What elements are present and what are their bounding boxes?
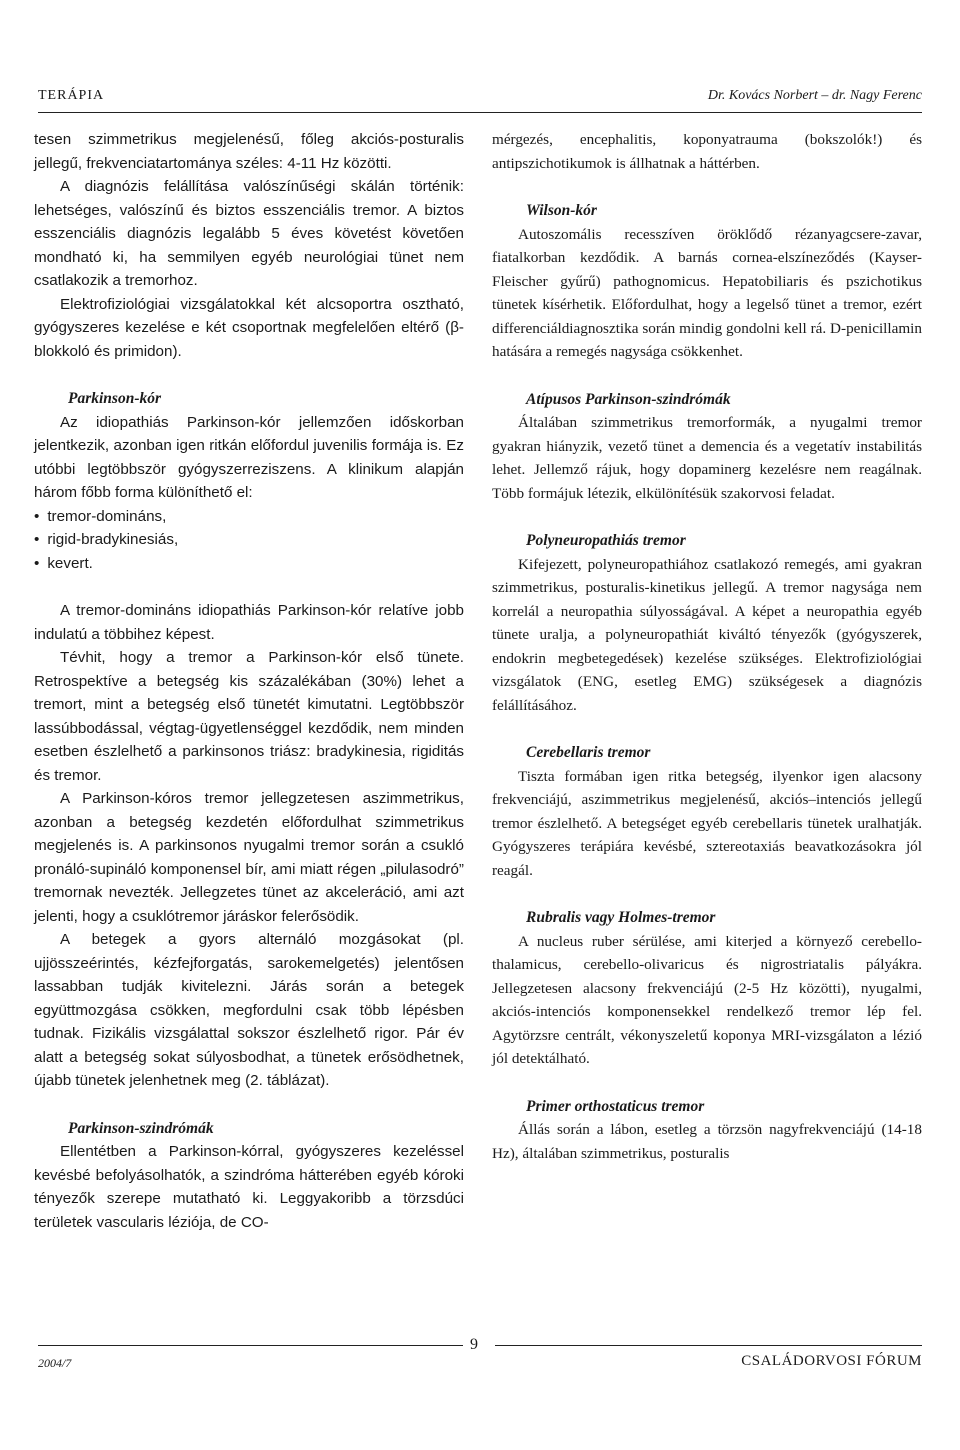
paragraph: tesen szimmetrikus megjelenésű, főleg akciós-posturalis jellegű, frekvenciatartománya széles: 4-11 Hz közötti. [34,131,464,172]
section-heading: Parkinson-kór [68,390,162,407]
section-heading: Wilson-kór [526,202,597,219]
bullet-list [34,505,464,576]
section-heading: Cerebellaris tremor [526,744,651,761]
running-header-section: TERÁPIA [38,88,105,103]
paragraph: A nucleus ruber sérülése, ami kiterjed a környező cerebello-thalamicus, cerebello-olivaricus és nigrostriatalis pályákra. Jellegzetesen alacsony frekvenciájú (2-5 Hz közötti), nyugalmi, akciós-intenciós komponensekkel rendelkező tremor lép fel. Agytörzsre centrált, vékonyszeletű koponya MRI-vizsgálaton a lézió jól detektálható. [492,932,922,1067]
running-header-authors: Dr. Kovács Norbert – dr. Nagy Ferenc [707,88,922,103]
section-heading: Polyneuropathiás tremor [526,532,686,549]
section-heading: Primer orthostaticus tremor [526,1097,705,1115]
paragraph: Tévhit, hogy a tremor a Parkinson-kór első tünete. Retrospektíve a betegség kis százalékában (30%) lehet a tremort, mint a betegség első tünetét kimutatni. Legtöbbször lassúbbodással, végtag-ügyetlenséggel kezdődik, nem minden esetben észlelhető a parkinsonos triász: bradykinesia, rigiditás és tremor. [34,649,464,784]
section-heading: Rubralis vagy Holmes-tremor [526,909,716,926]
section-heading: Atípusos Parkinson-szindrómák [526,390,731,408]
footer-issue: 2004/7 [38,1356,72,1370]
header-rule [38,112,922,113]
paragraph: A betegek a gyors alternáló mozgásokat (pl. ujjösszeérintés, kézfejforgatás, sarokemelgetés) jelentősen lassabban tudják kivitelezni. Járás során a betegek együttmozgása csökken, megfordulni csak több lépésben tudnak. Fizikális vizsgálattal sokszor észlelhető rigor. Pár év alatt a betegség sokat súlyosbodhat, a tünetek erősödhetnek, újabb tünetek jelenhetnek meg (2. táblázat). [34,931,464,1089]
right-column [492,128,922,1165]
page-number: 9 [470,1336,478,1353]
paragraph: A diagnózis felállítása valószínűségi skálán történik: lehetséges, valószínű és biztos esszenciális tremor. A biztos esszenciális diagnózis legalább 5 éves követést követően mondható ki, ha semmilyen egyéb neurológiai tünet nem csatlakozik a tremorhoz. [34,178,464,289]
paragraph: Állás során a lábon, esetleg a törzsön nagyfrekvenciájú (14-18 Hz), általában szimmetrikus, posturalis [492,1121,922,1162]
footer-rule-right [495,1345,922,1346]
list-item: • tremor-domináns, [34,505,464,529]
paragraph: Elektrofiziológiai vizsgálatokkal két alcsoportra osztható, gyógyszeres kezelése e két csoportnak megfelelően eltérő (β-blokkoló és primidon). [34,295,464,360]
paragraph: Autoszomális recesszíven öröklődő rézanyagcsere-zavar, fiatalkorban kezdődik. A barnás cornea-elszíneződés (Kayser-Fleischer gyűrű) pathognomicus. Hepatobiliaris és pszichotikus tünetek kísérhetik. Előfordulhat, hogy a legelső tünet a tremor, ezért differenciáldiagnosztika során mindig gondolni kell rá. D-penicillamin hatására a remegés nagysága csökkenhet. [492,225,922,360]
paragraph: Az idiopathiás Parkinson-kór jellemzően időskorban jelentkezik, azonban igen ritkán előfordul juvenilis formája is. Ez utóbbi legtöbbször gyógyszerreziszens. A klinikum alapján három főbb forma különíthető el: [34,413,464,501]
footer-journal: CSALÁDORVOSI FÓRUM [741,1353,922,1369]
paragraph: Kifejezett, polyneuropathiához csatlakozó remegés, ami gyakran szimmetrikus, posturalis-kinetikus jellegű. A tremor nagysága nem korrelál a neuropathia súlyosságával. A képet a neuropathia egyéb tünete uralja, a polyneuropathiát kiváltó tényezők (gyógyszerek, endokrin megbetegedések) kezelése szükséges. Elektrofiziológiai vizsgálatok (ENG, esetleg EMG) szükségesek a diagnózis felállításához. [492,555,922,714]
paragraph: Általában szimmetrikus tremorformák, a nyugalmi tremor gyakran hiányzik, vezető tünet a demencia és a vegetatív instabilitás lehet. Jellemző rájuk, hogy dopaminerg kezelésre nem reagálnak. Több formájuk létezik, elkülönítésük szakorvosi feladat. [492,414,922,502]
left-column [34,128,464,1234]
list-item: • rigid-bradykinesiás, [34,528,464,552]
paragraph: A Parkinson-kóros tremor jellegzetesen aszimmetrikus, azonban a betegség kezdetén előfordulhat szimmetrikus megjelenés is. A parkinsonos nyugalmi tremor során a csukló pronáló-supináló komponensel bír, ami miatt régen „pilulasodró” tremornak nevezték. Jellegzetes tünet az akceleráció, ami azt jelenti, hogy a csuklótremor járáskor felerősödik. [34,790,464,925]
section-heading: Parkinson-szindrómák [68,1119,214,1137]
paragraph: A tremor-domináns idiopathiás Parkinson-kór relatíve jobb indulatú a többihez képest. [34,602,464,643]
list-item: • kevert. [34,552,464,576]
footer-rule-left [38,1345,463,1346]
paragraph: Ellentétben a Parkinson-kórral, gyógyszeres kezeléssel kevésbé befolyásolhatók, a szindróma hátterében egyéb kóroki tényezők szerepe mutatható ki. Leggyakoribb a törzsdúci területek vascularis léziója, de CO- [34,1143,464,1231]
paragraph: mérgezés, encephalitis, koponyatrauma (bokszolók!) és antipszichotikumok is állhatnak a háttérben. [492,131,922,172]
paragraph: Tiszta formában igen ritka betegség, ilyenkor igen alacsony frekvenciájú, aszimmetrikus megjelenésű, akciós–intenciós jellegű tremor észlelhető. A betegséget egyéb cerebellaris tünetek uralhatják. Gyógyszeres terápiára kevésbé, sztereotaxiás beavatkozásokra jól reagál. [492,767,922,879]
